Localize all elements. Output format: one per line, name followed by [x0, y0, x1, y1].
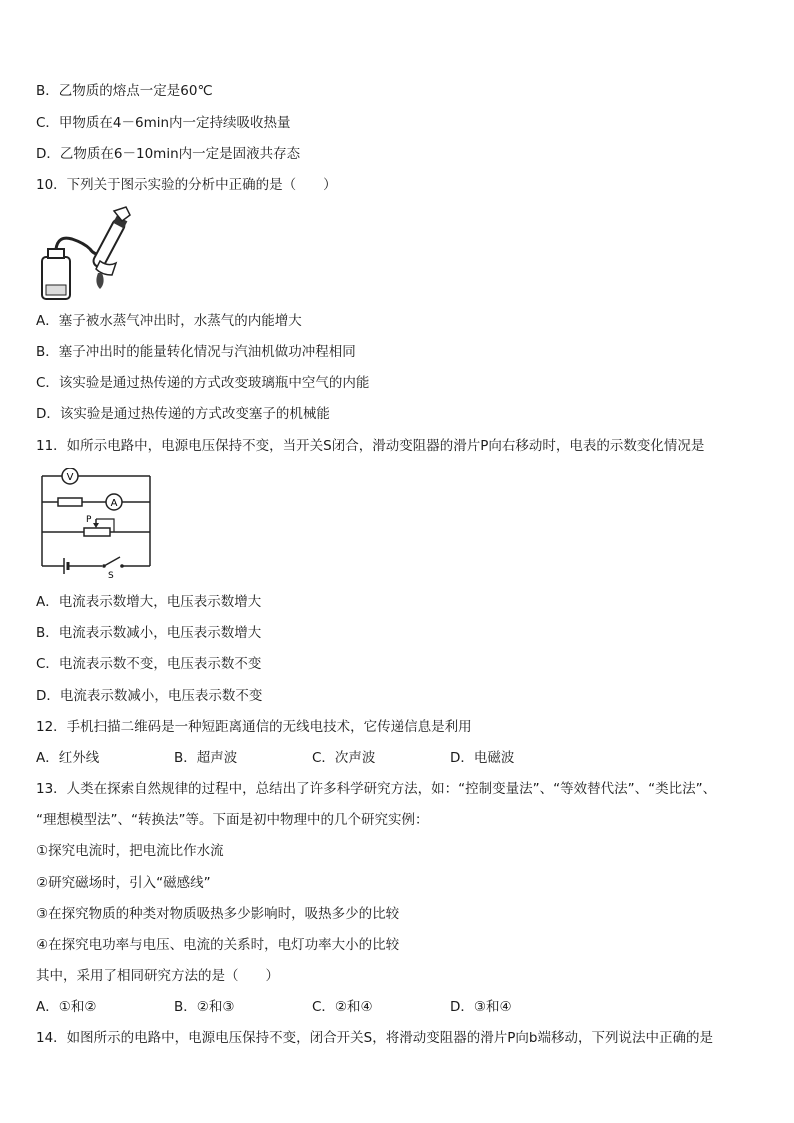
- q13-option-a: A．①和②: [36, 999, 97, 1015]
- q9-option-c: C．甲物质在4－6min内一定持续吸收热量: [36, 115, 291, 131]
- q13-options-row: [36, 998, 512, 1016]
- fixed-resistor: [58, 498, 82, 506]
- q11-circuit-diagram: [36, 468, 156, 584]
- q13-option-d: D．③和④: [450, 999, 512, 1015]
- q11-stem: 11．如所示电路中，电源电压保持不变，当开关S闭合，滑动变阻器的滑片P向右移动时，电表的示数变化情况是: [36, 438, 705, 454]
- switch-icon: [104, 557, 120, 566]
- q10-option-d: D．该实验是通过热传递的方式改变塞子的机械能: [36, 406, 330, 422]
- q12-stem: 12．手机扫描二维码是一种短距离通信的无线电技术，它传递信息是利用: [36, 719, 472, 735]
- q12-option-d: D．电磁波: [450, 750, 515, 766]
- rheostat: [84, 528, 110, 536]
- switch-label: S: [108, 571, 114, 580]
- q10-option-c: C．该实验是通过热传递的方式改变玻璃瓶中空气的内能: [36, 375, 370, 391]
- q13-example-2: ②研究磁场时，引入“磁感线”: [36, 875, 211, 891]
- q13-example-1: ①探究电流时，把电流比作水流: [36, 843, 224, 859]
- q12-option-c: C．次声波: [312, 750, 376, 766]
- q13-option-b: B．②和③: [174, 999, 235, 1015]
- q13-question: 其中，采用了相同研究方法的是（ ）: [36, 968, 279, 984]
- q12-options-row: [36, 749, 514, 767]
- q14-stem: 14．如图所示的电路中，电源电压保持不变，闭合开关S，将滑动变阻器的滑片P向b端移动，下列说法中正确的是: [36, 1030, 713, 1046]
- q11-option-b: B．电流表示数减小，电压表示数增大: [36, 625, 262, 641]
- q11-option-c: C．电流表示数不变，电压表示数不变: [36, 656, 262, 672]
- q12-option-b: B．超声波: [174, 750, 238, 766]
- q9-option-b: B．乙物质的熔点一定是60℃: [36, 83, 213, 99]
- slider-label: P: [86, 515, 92, 525]
- voltmeter-label: V: [66, 472, 74, 483]
- q11-option-d: D．电流表示数减小，电压表示数不变: [36, 688, 263, 704]
- q13-option-c: C．②和④: [312, 999, 373, 1015]
- q10-option-b: B．塞子冲出时的能量转化情况与汽油机做功冲程相同: [36, 344, 356, 360]
- q10-stem: 10．下列关于图示实验的分析中正确的是（ ）: [36, 177, 337, 193]
- ammeter-label: A: [110, 498, 118, 509]
- q13-example-4: ④在探究电功率与电压、电流的关系时，电灯功率大小的比较: [36, 937, 400, 953]
- q10-flask-figure: [38, 205, 138, 307]
- q13-example-3: ③在探究物质的种类对物质吸热多少影响时，吸热多少的比较: [36, 906, 400, 922]
- q9-option-d: D．乙物质在6－10min内一定是固液共存态: [36, 146, 301, 162]
- q13-stem-line1: 13．人类在探索自然规律的过程中，总结出了许多科学研究方法，如：“控制变量法”、“等效替代法”、“类比法”、: [36, 781, 717, 797]
- q12-option-a: A．红外线: [36, 750, 100, 766]
- q10-option-a: A．塞子被水蒸气冲出时，水蒸气的内能增大: [36, 313, 302, 329]
- q11-option-a: A．电流表示数增大，电压表示数增大: [36, 594, 262, 610]
- q13-stem-line2: “理想模型法”、“转换法”等。下面是初中物理中的几个研究实例：: [36, 812, 429, 828]
